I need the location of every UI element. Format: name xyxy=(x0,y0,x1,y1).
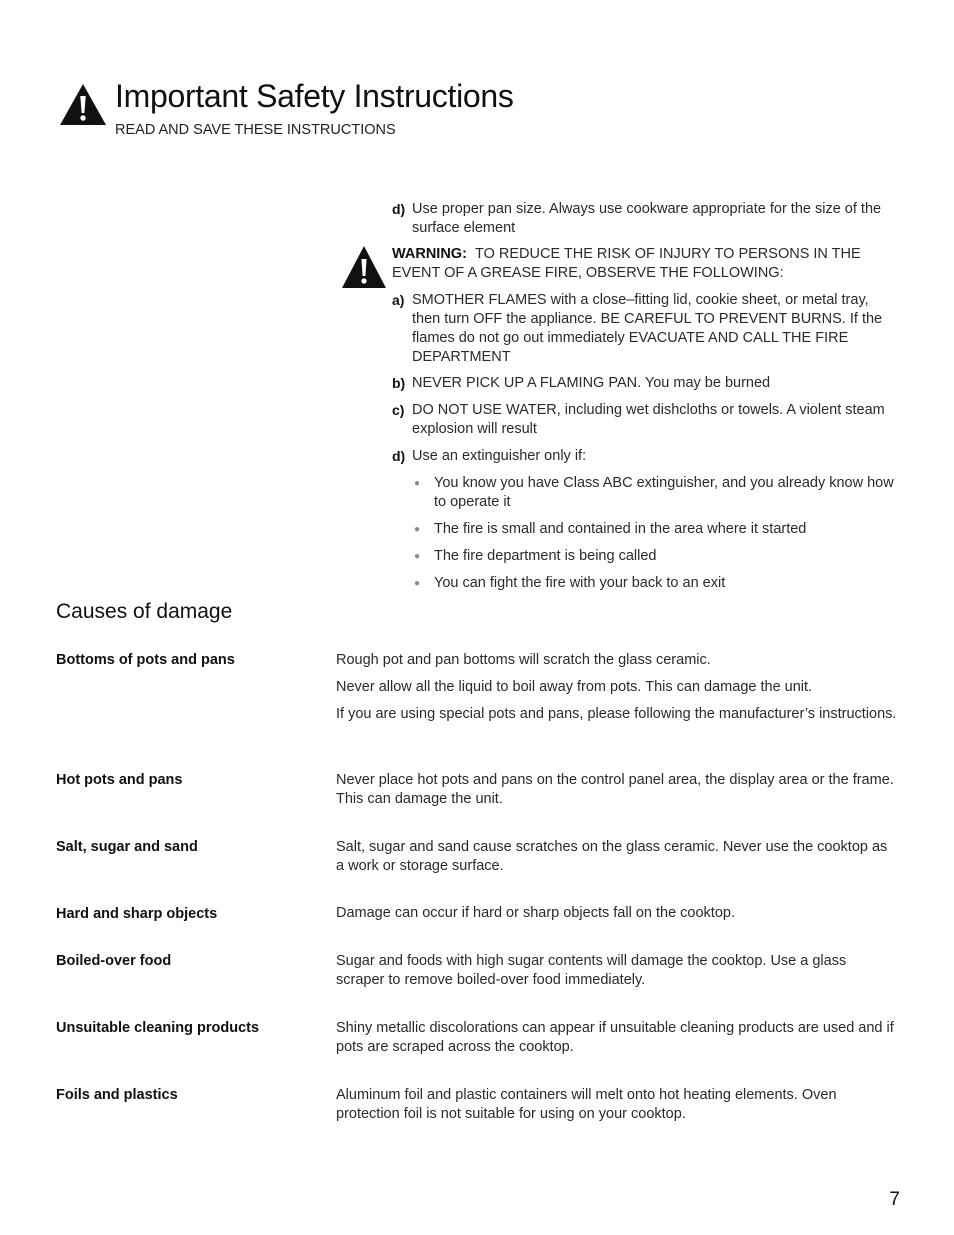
section-heading: Causes of damage xyxy=(56,600,233,623)
damage-row-text: Shiny metallic discolorations can appear if unsuitable cleaning products are used and if pots are scraped across the cooktop. xyxy=(336,1020,894,1055)
warning-paragraph xyxy=(392,245,897,283)
bullet-text: You can fight the fire with your back to an exit xyxy=(434,575,726,591)
damage-row-label: Foils and plastics xyxy=(56,1087,178,1103)
item-text: NEVER PICK UP A FLAMING PAN. You may be burned xyxy=(412,375,771,391)
bullet-icon: ● xyxy=(414,524,421,535)
damage-row-text: Sugar and foods with high sugar contents will damage the cooktop. Use a glass scraper to remove boiled-over food immediately. xyxy=(336,953,847,988)
damage-row-label: Bottoms of pots and pans xyxy=(56,652,235,668)
warning-triangle-icon xyxy=(59,83,107,126)
damage-row-label: Unsuitable cleaning products xyxy=(56,1020,260,1036)
damage-row-text: Rough pot and pan bottoms will scratch the glass ceramic. xyxy=(336,652,711,668)
item-text: SMOTHER FLAMES with a close–fitting lid, cookie sheet, or metal tray, then turn OFF the appliance. BE CAREFUL TO PREVENT BURNS. If the flames do not go out immediately EVACUATE AND CALL THE FIRE DEPARTMENT xyxy=(412,292,883,365)
warning-label: WARNING: xyxy=(392,246,467,262)
bullet-text: The fire department is being called xyxy=(434,548,657,564)
item-label: b) xyxy=(392,375,406,391)
item-text: DO NOT USE WATER, including wet dishcloths or towels. A violent steam explosion will result xyxy=(412,402,885,437)
item-label: c) xyxy=(392,402,405,418)
damage-row-label: Salt, sugar and sand xyxy=(56,839,198,855)
item-text: Use an extinguisher only if: xyxy=(412,448,587,464)
damage-row-text: Salt, sugar and sand cause scratches on the glass ceramic. Never use the cooktop as a work or storage surface. xyxy=(336,839,888,874)
damage-row-text: Never allow all the liquid to boil away from pots. This can damage the unit. xyxy=(336,679,813,695)
bullet-icon: ● xyxy=(414,578,421,589)
warning-text: TO REDUCE THE RISK OF INJURY TO PERSONS IN THE EVENT OF A GREASE FIRE, OBSERVE THE FOLLOWING: xyxy=(392,246,861,281)
bullet-text: The fire is small and contained in the area where it started xyxy=(434,521,807,537)
damage-row-text: Never place hot pots and pans on the control panel area, the display area or the frame. This can damage the unit. xyxy=(336,772,894,807)
damage-row-text: If you are using special pots and pans, please following the manufacturer’s instructions. xyxy=(336,706,897,722)
damage-row-label: Boiled-over food xyxy=(56,953,172,969)
bullet-icon: ● xyxy=(414,478,421,489)
damage-row-text: Aluminum foil and plastic containers will melt onto hot heating elements. Oven protection foil is not suitable for using on your cooktop. xyxy=(336,1087,837,1122)
damage-row-text: Damage can occur if hard or sharp objects fall on the cooktop. xyxy=(336,905,735,921)
item-label: d) xyxy=(392,201,406,217)
page-subtitle: READ AND SAVE THESE INSTRUCTIONS xyxy=(115,122,396,138)
damage-row-label: Hard and sharp objects xyxy=(56,906,218,922)
bullet-text: You know you have Class ABC extinguisher, and you already know how to operate it xyxy=(434,475,894,510)
page-number: 7 xyxy=(889,1189,900,1210)
item-label: d) xyxy=(392,448,406,464)
item-text: Use proper pan size. Always use cookware appropriate for the size of the surface element xyxy=(412,201,882,236)
bullet-icon: ● xyxy=(414,551,421,562)
item-label: a) xyxy=(392,292,405,308)
warning-triangle-icon xyxy=(341,245,387,289)
damage-row-label: Hot pots and pans xyxy=(56,772,183,788)
page-title: Important Safety Instructions xyxy=(115,78,514,114)
